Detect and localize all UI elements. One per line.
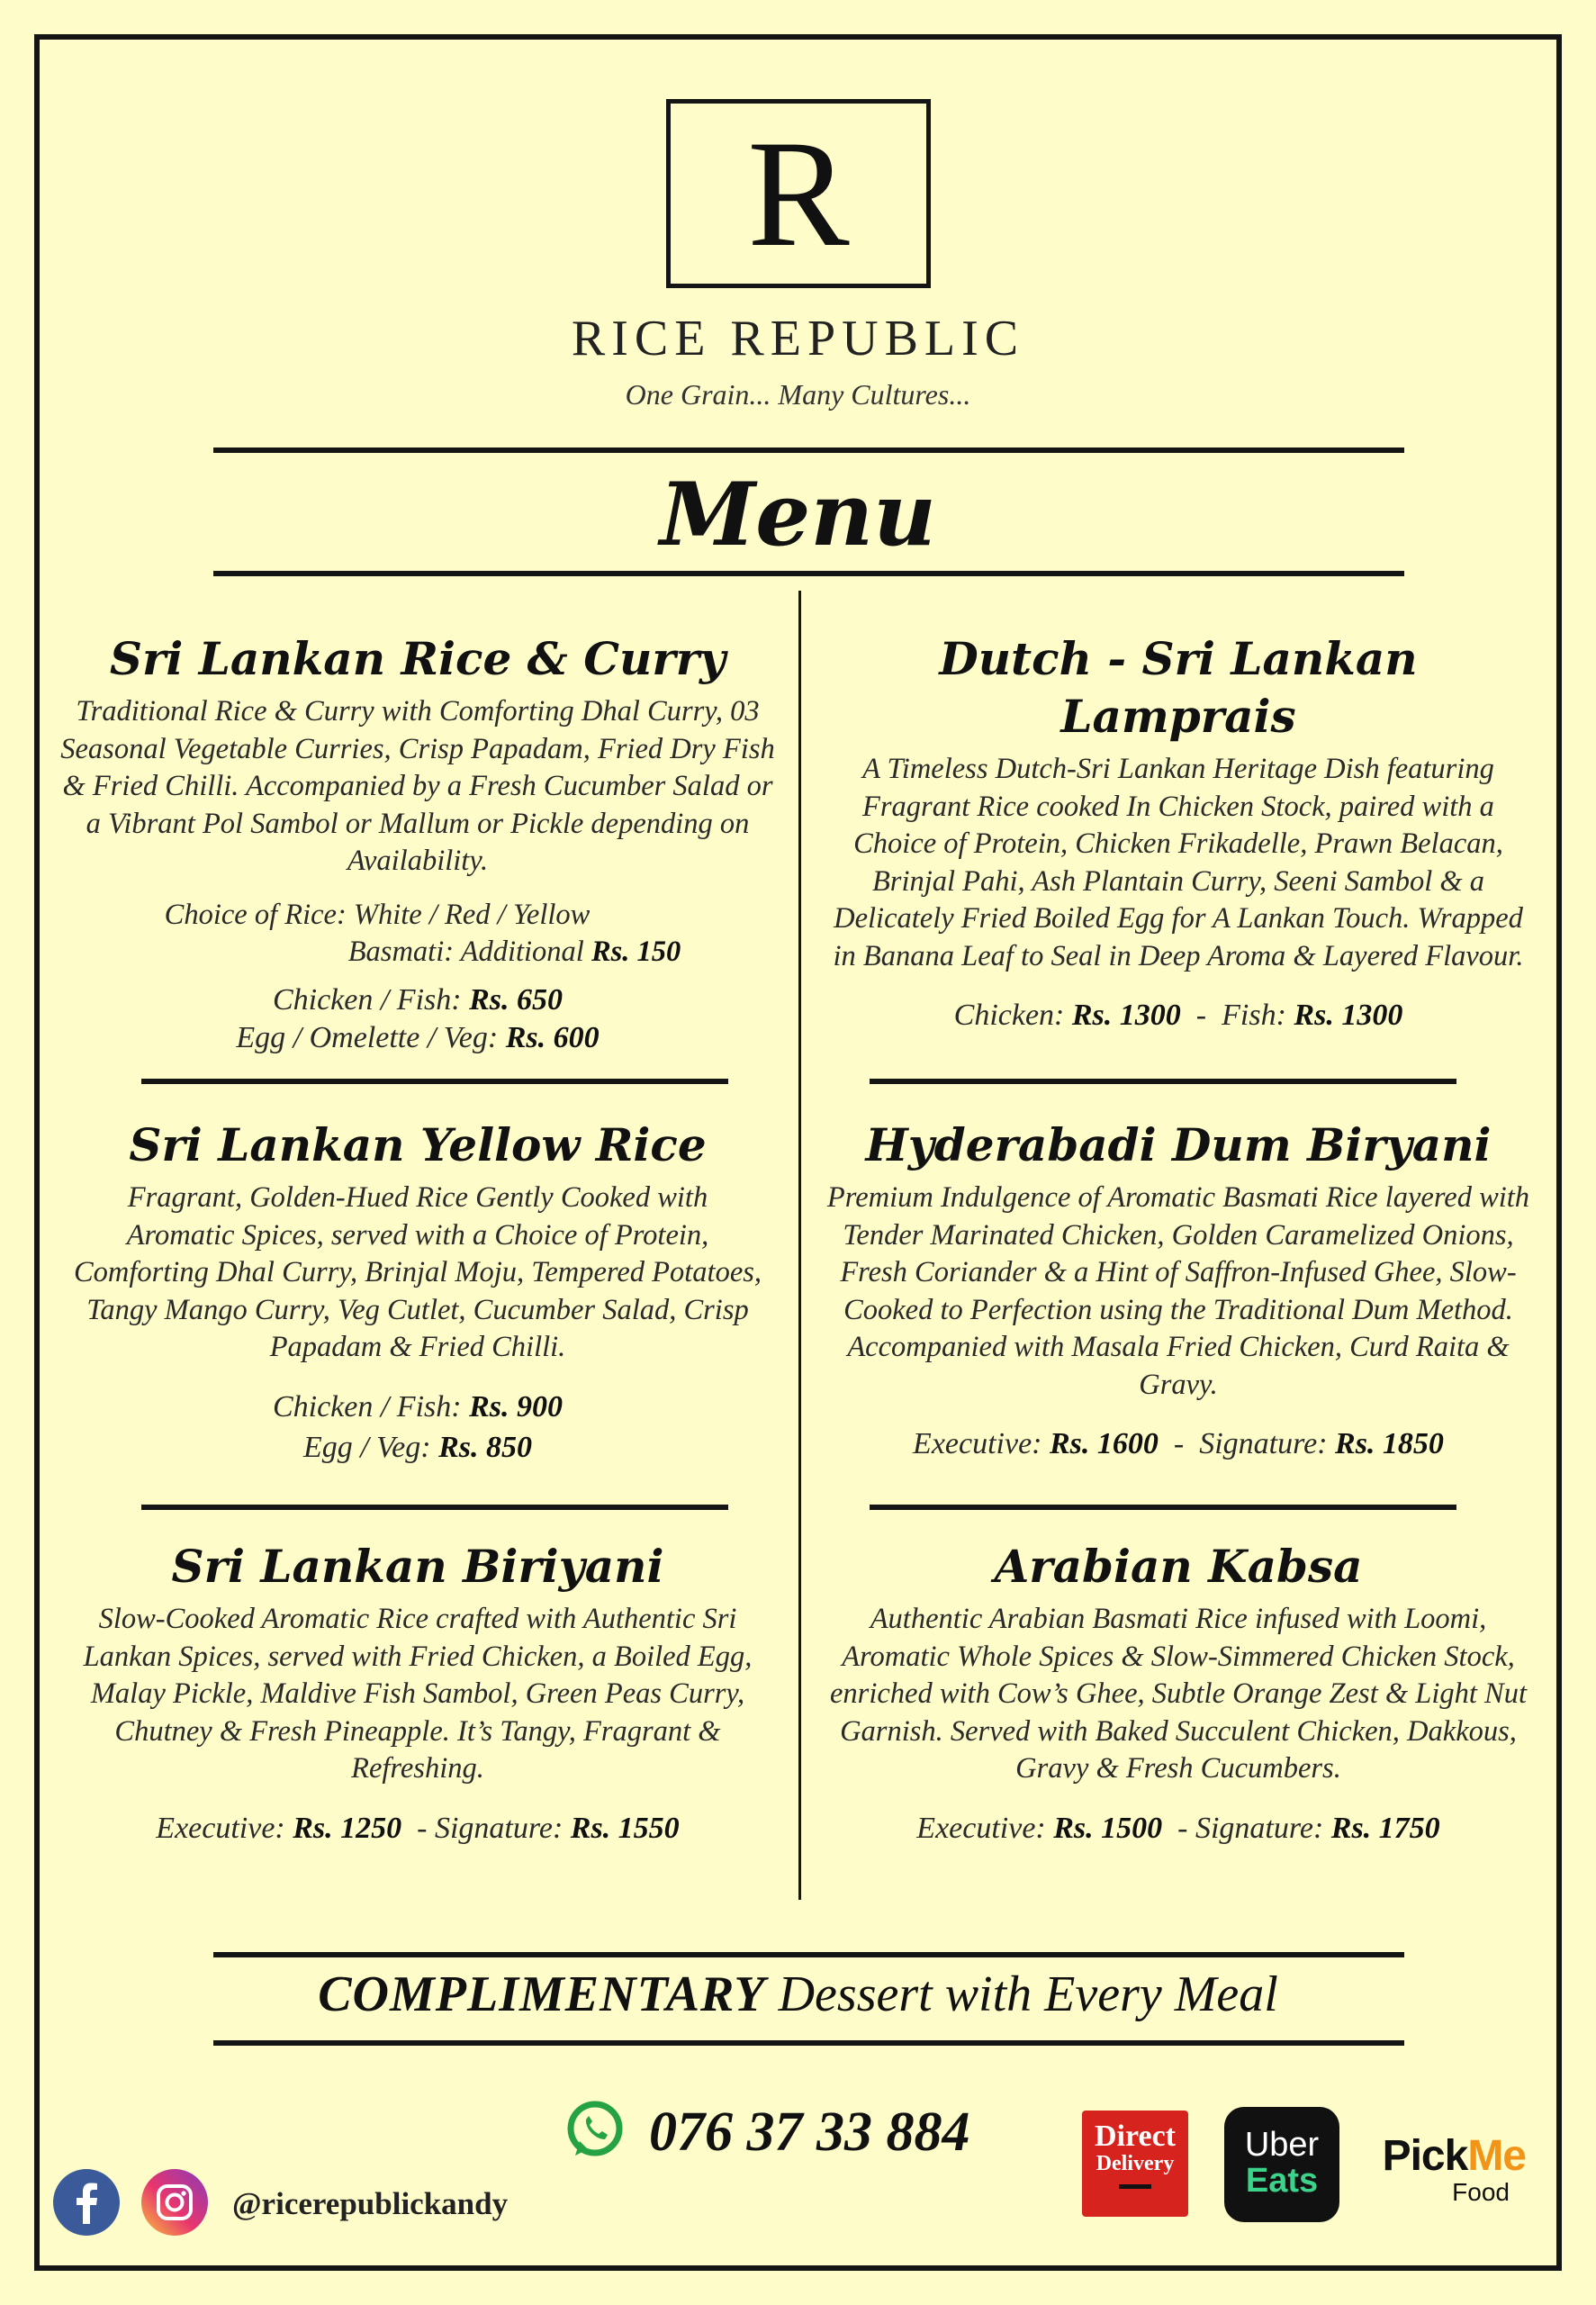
instagram-icon[interactable] [140, 2168, 209, 2240]
item-description: Fragrant, Golden-Hued Rice Gently Cooked with Aromatic Spices, served with a Choice of Protein, Comforting Dhal Curry, Brinjal Moju, Tempered Potatoes, Tangy Mango Curry, Veg Cutlet, Cucumber Salad, Crisp Papadam & Fried Chilli. [73, 1181, 762, 1363]
menu-item [54, 1116, 781, 1468]
price-label: Chicken / Fish: [272, 1389, 470, 1424]
price-value: Rs. 1550 [570, 1811, 680, 1845]
price-label: Signature: [1195, 1811, 1331, 1845]
menu-item [54, 1538, 781, 1848]
item-price [54, 981, 781, 1057]
price-label: Egg / Veg: [302, 1430, 439, 1464]
divider-left-1 [141, 1079, 728, 1084]
price-value: Rs. 1250 [293, 1811, 402, 1845]
social-handle[interactable]: @ricerepublickandy [232, 2186, 509, 2221]
pickme-logo-text: PickMe [1382, 2132, 1526, 2180]
item-price [815, 1810, 1542, 1848]
item-description: Slow-Cooked Aromatic Rice crafted with Authentic Sri Lankan Spices, served with Fried Chicken, a Boiled Egg, Malay Pickle, Maldive Fish Sambol, Green Peas Curry, Chutney & Fresh Pineapple. It’s Tangy, Fragrant & Refreshing. [83, 1603, 753, 1785]
item-price [54, 1810, 781, 1848]
price-value: Rs. 1600 [1049, 1427, 1159, 1460]
item-price [54, 1387, 781, 1468]
price-label: Chicken / Fish: [272, 982, 470, 1017]
divider-promo-top [213, 1952, 1404, 1957]
column-divider [798, 591, 801, 1900]
price-value: Rs. 1300 [1294, 999, 1403, 1032]
divider-right-1 [870, 1079, 1456, 1084]
price-label: Executive: [156, 1811, 293, 1845]
price-separator: - [1180, 999, 1222, 1032]
price-separator: - [1162, 1811, 1195, 1845]
item-name: Arabian Kabsa [994, 1540, 1363, 1593]
uber-eats-logo[interactable] [1224, 2107, 1339, 2222]
direct-logo-bar [1119, 2184, 1151, 2189]
price-label: Fish: [1222, 999, 1294, 1032]
phone-contact [563, 2098, 970, 2166]
logo: R [666, 99, 931, 288]
price-separator: - [401, 1811, 435, 1845]
promo-bold: COMPLIMENTARY [318, 1966, 766, 2022]
menu-item [815, 1116, 1542, 1463]
phone-number[interactable]: 076 37 33 884 [649, 2101, 970, 2163]
menu-item [815, 1538, 1542, 1848]
item-name: Dutch - Sri Lankan Lamprais [939, 632, 1418, 743]
basmati-label: Basmati: Additional [347, 935, 591, 968]
item-description: Authentic Arabian Basmati Rice infused with Loomi, Aromatic Whole Spices & Slow-Simmered Chicken Stock, enriched with Cow’s Ghee, Subtle Orange Zest & Light Nut Garnish. Served with Baked Succulent Chicken, Dakkous, Gravy & Fresh Cucumbers. [830, 1603, 1527, 1785]
divider-title [213, 571, 1404, 576]
price-label: Executive: [916, 1811, 1054, 1845]
direct-logo-line2: Delivery [1096, 2152, 1175, 2175]
price-value: Rs. 900 [469, 1389, 564, 1424]
price-label: Egg / Omelette / Veg: [236, 1020, 506, 1054]
item-name: Sri Lankan Rice & Curry [109, 632, 726, 685]
item-name: Sri Lankan Yellow Rice [129, 1118, 707, 1171]
tagline: One Grain... Many Cultures... [625, 378, 971, 411]
social-links [52, 2168, 508, 2240]
menu-title: Menu [660, 464, 936, 565]
price-value: Rs. 650 [469, 982, 564, 1017]
item-price [815, 997, 1542, 1035]
promo-banner [0, 1966, 1596, 2023]
divider-promo-bottom [213, 2040, 1404, 2046]
price-label: Executive: [913, 1427, 1050, 1460]
whatsapp-icon[interactable] [563, 2098, 627, 2166]
price-value: Rs. 850 [438, 1430, 533, 1464]
price-label: Chicken: [953, 999, 1072, 1032]
price-value: Rs. 1850 [1335, 1427, 1444, 1460]
menu-item [54, 630, 781, 1057]
direct-logo-line1: Direct [1095, 2120, 1176, 2153]
divider-left-2 [141, 1505, 728, 1510]
promo-text: Dessert with Every Meal [765, 1966, 1278, 2022]
menu-item [815, 630, 1542, 1035]
item-name: Hyderabadi Dum Biryani [865, 1118, 1492, 1171]
uber-logo-line2: Eats [1245, 2162, 1319, 2200]
item-description: Traditional Rice & Curry with Comforting Dhal Curry, 03 Seasonal Vegetable Curries, Crisp Papadam, Fried Dry Fish & Fried Chilli. Accompanied by a Fresh Cucumber Salad or a Vibrant Pol Sambol or Mallum or Pickle depending on Availability. [60, 695, 775, 877]
price-label: Signature: [434, 1811, 571, 1845]
item-description: A Timeless Dutch-Sri Lankan Heritage Dish featuring Fragrant Rice cooked In Chicken Stock, paired with a Choice of Protein, Chicken Frikadelle, Prawn Belacan, Brinjal Pahi, Ash Plantain Curry, Seeni Sambol & a Delicately Fried Boiled Egg for A Lankan Touch. Wrapped in Banana Leaf to Seal in Deep Aroma & Layered Flavour. [833, 753, 1524, 972]
direct-delivery-logo[interactable] [1082, 2111, 1188, 2217]
price-value: Rs. 1750 [1330, 1811, 1440, 1845]
divider-right-2 [870, 1505, 1456, 1510]
pickme-food-logo[interactable] [1364, 2134, 1526, 2206]
divider-top [213, 447, 1404, 453]
uber-logo-line1: Uber [1244, 2126, 1320, 2164]
pickme-logo-sub: Food [1452, 2178, 1510, 2206]
rice-choice-label: Choice of Rice: White / Red / Yellow [164, 898, 591, 931]
item-name: Sri Lankan Biriyani [171, 1540, 664, 1593]
item-description: Premium Indulgence of Aromatic Basmati Rice layered with Tender Marinated Chicken, Golden Caramelized Onions, Fresh Coriander & a Hint of Saffron-Infused Ghee, Slow-Cooked to Perfection using the Traditional Dum Method. Accompanied with Masala Fried Chicken, Curd Raita & Gravy. [826, 1181, 1530, 1401]
price-value: Rs. 600 [505, 1020, 600, 1054]
basmati-price: Rs. 150 [591, 935, 681, 968]
rice-choice [54, 897, 781, 971]
brand-name: RICE REPUBLIC [571, 311, 1025, 366]
price-separator: - [1158, 1427, 1200, 1460]
price-label: Signature: [1199, 1427, 1336, 1460]
facebook-icon[interactable] [52, 2168, 121, 2240]
price-value: Rs. 1500 [1053, 1811, 1163, 1845]
item-price [815, 1425, 1542, 1463]
price-value: Rs. 1300 [1071, 999, 1181, 1032]
